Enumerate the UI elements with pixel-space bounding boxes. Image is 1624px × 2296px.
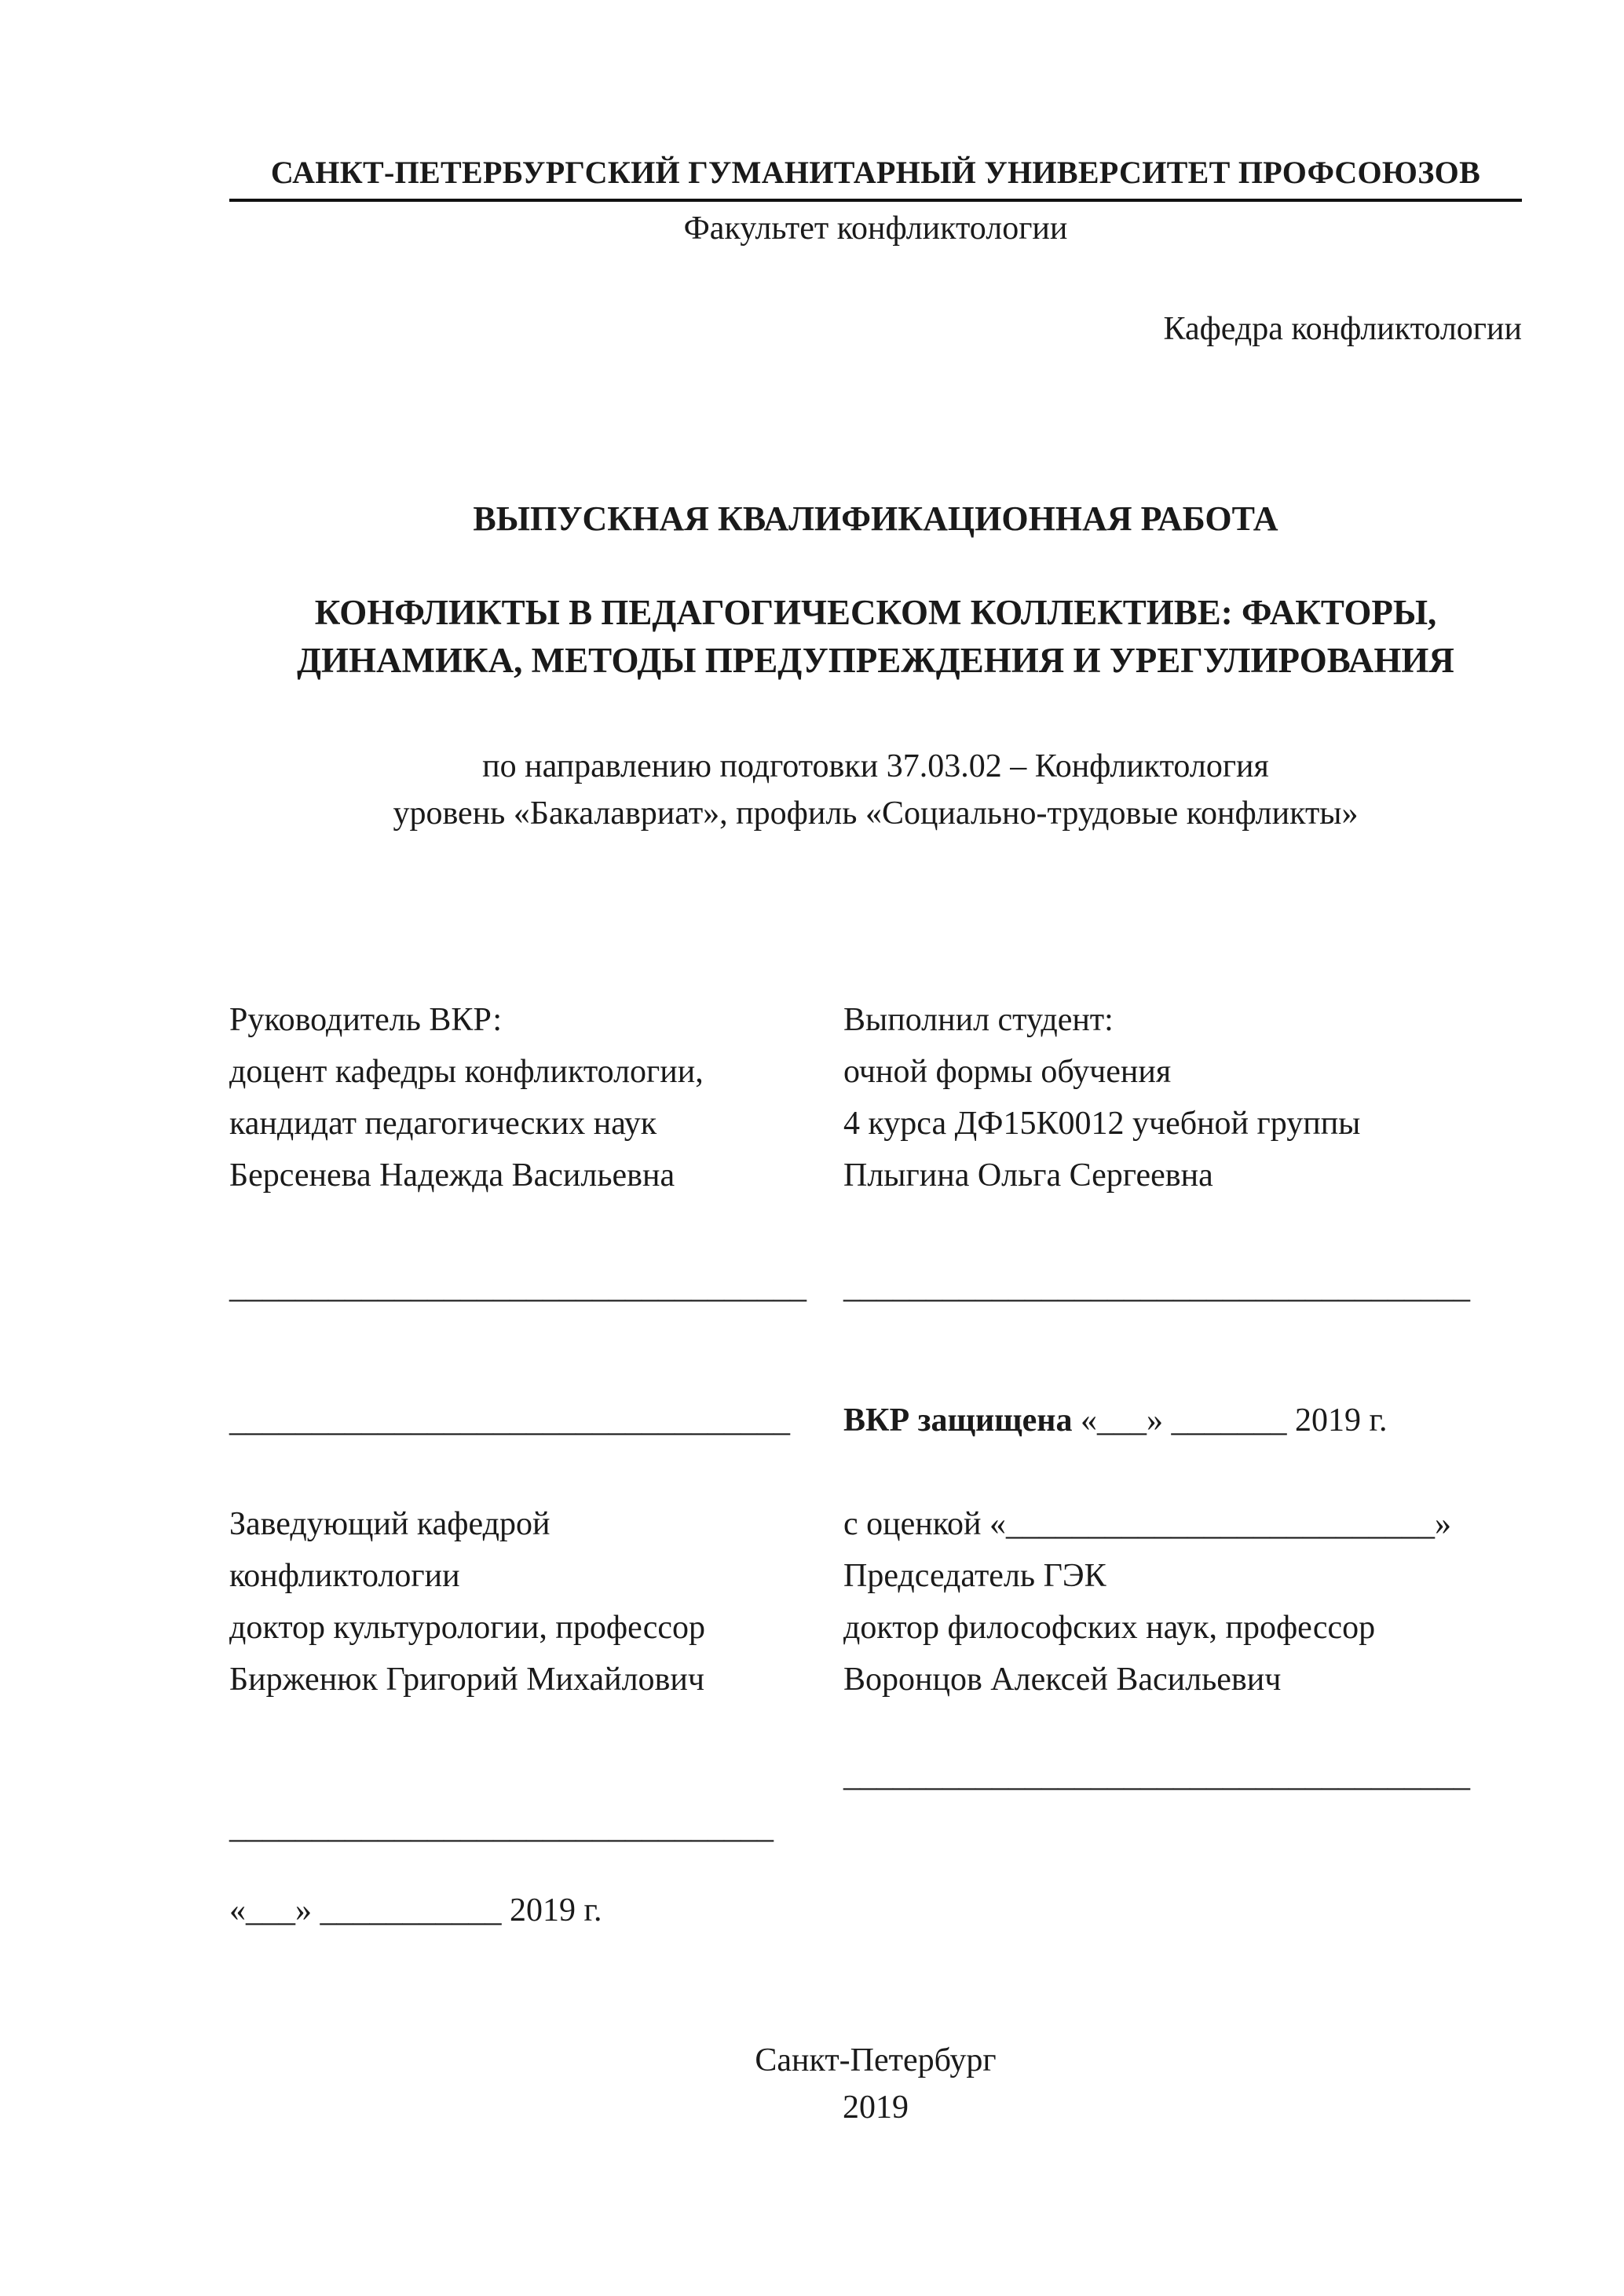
committee-line: доктор философских наук, профессор bbox=[843, 1610, 1376, 1646]
student-column bbox=[843, 994, 1522, 1936]
faculty-name: Факультет конфликтологии bbox=[683, 210, 1068, 247]
supervisor-label: Руководитель ВКР: bbox=[229, 1002, 503, 1038]
head-of-department-block bbox=[229, 1498, 843, 1706]
head-signature-line: _________________________________ bbox=[229, 1809, 774, 1845]
student-line: очной формы обучения bbox=[843, 1054, 1172, 1090]
grade-line: с оценкой «__________________________» bbox=[843, 1506, 1451, 1542]
year: 2019 bbox=[843, 2089, 909, 2126]
city: Санкт-Петербург bbox=[755, 2042, 997, 2078]
supervisor-signature-line: ___________________________________ bbox=[229, 1269, 807, 1305]
program-direction: по направлению подготовки 37.03.02 – Конфликтология bbox=[482, 748, 1269, 784]
thesis-title-line-2: ДИНАМИКА, МЕТОДЫ ПРЕДУПРЕЖДЕНИЯ И УРЕГУЛИРОВАНИЯ bbox=[297, 641, 1454, 680]
supervisor-name: Берсенева Надежда Васильевна bbox=[229, 1157, 675, 1194]
committee-line: Председатель ГЭК bbox=[843, 1558, 1106, 1594]
student-name: Плыгина Ольга Сергеевна bbox=[843, 1157, 1213, 1194]
defense-label: ВКР защищена bbox=[843, 1402, 1073, 1439]
signature-columns bbox=[229, 994, 1522, 1936]
chair-signature-line: ______________________________________ bbox=[843, 1757, 1470, 1793]
department-name: Кафедра конфликтологии bbox=[1163, 311, 1522, 347]
thesis-title bbox=[229, 589, 1522, 685]
head-line: доктор культурологии, профессор bbox=[229, 1610, 706, 1646]
university-header bbox=[229, 154, 1522, 202]
head-name: Бирженюк Григорий Михайлович bbox=[229, 1662, 704, 1698]
program-level: уровень «Бакалавриат», профиль «Социально-трудовые конфликты» bbox=[393, 795, 1359, 832]
student-signature-line: ______________________________________ bbox=[843, 1269, 1470, 1305]
supervisor-line: кандидат педагогических наук bbox=[229, 1106, 657, 1142]
supervisor-column bbox=[229, 994, 843, 1936]
work-type-heading: ВЫПУСКНАЯ КВАЛИФИКАЦИОННАЯ РАБОТА bbox=[473, 499, 1278, 538]
committee-chair-name: Воронцов Алексей Васильевич bbox=[843, 1662, 1282, 1698]
student-label: Выполнил студент: bbox=[843, 1002, 1114, 1038]
date-line: «___» ___________ 2019 г. bbox=[229, 1892, 602, 1929]
left-signature-line-2: __________________________________ bbox=[229, 1402, 790, 1439]
student-line: 4 курса ДФ15К0012 учебной группы bbox=[843, 1106, 1361, 1142]
defense-date-blanks: «___» _______ 2019 г. bbox=[1080, 1402, 1388, 1439]
program-info bbox=[229, 743, 1522, 837]
head-line: конфликтологии bbox=[229, 1558, 460, 1594]
thesis-title-line-1: КОНФЛИКТЫ В ПЕДАГОГИЧЕСКОМ КОЛЛЕКТИВЕ: ФАКТОРЫ, bbox=[314, 593, 1437, 632]
supervisor-line: доцент кафедры конфликтологии, bbox=[229, 1054, 704, 1090]
university-name: САНКТ-ПЕТЕРБУРГСКИЙ ГУМАНИТАРНЫЙ УНИВЕРСИТЕТ ПРОФСОЮЗОВ bbox=[270, 155, 1481, 190]
page-footer bbox=[229, 2037, 1522, 2131]
defense-line bbox=[843, 1395, 1522, 1446]
head-line: Заведующий кафедрой bbox=[229, 1506, 550, 1542]
committee-block bbox=[843, 1498, 1522, 1706]
